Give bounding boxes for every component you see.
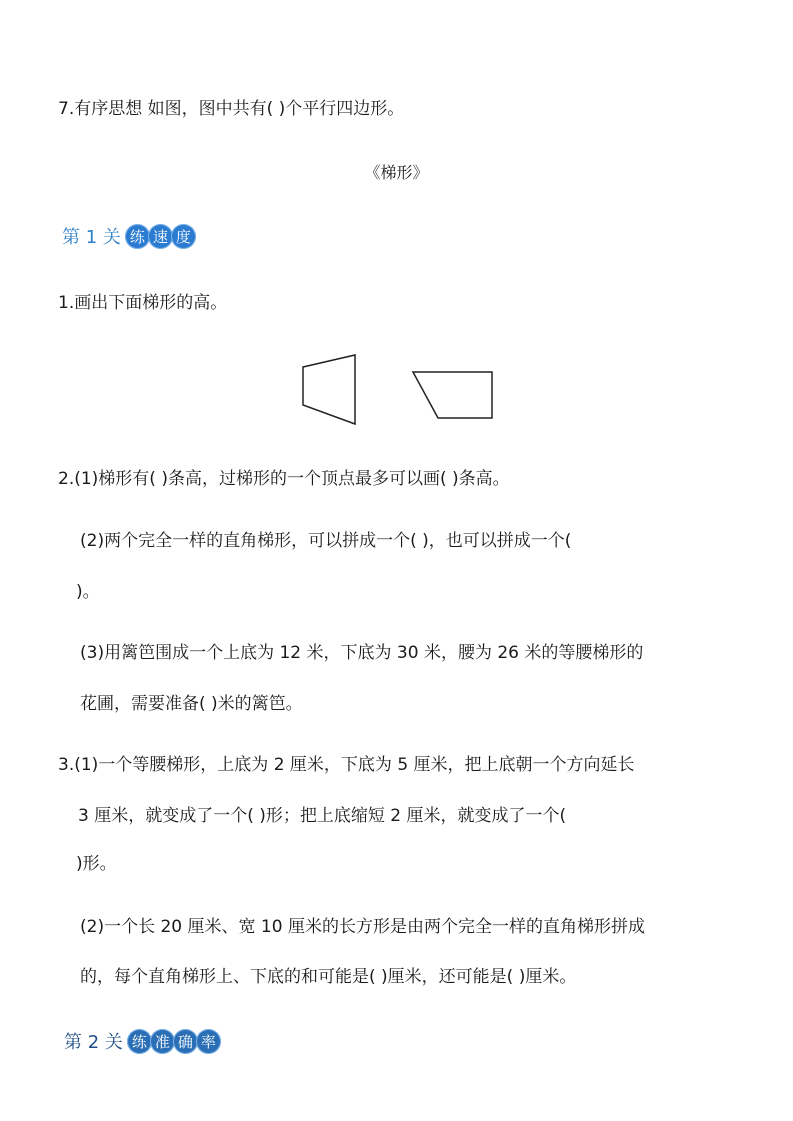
badge-char: 练 (125, 224, 150, 249)
level-1-label: 第 1 关 (62, 227, 121, 248)
level-2-badge (129, 1029, 221, 1054)
section-title: 《梯形》 (364, 163, 429, 182)
question-2-3-line2: 花圃，需要准备( )米的篱笆。 (80, 694, 303, 714)
trapezoid-shape-left (303, 355, 355, 424)
badge-char: 率 (196, 1029, 221, 1054)
question-7: 7.有序思想 如图，图中共有( )个平行四边形。 (58, 99, 405, 119)
question-2-2-line2: )。 (76, 582, 100, 602)
question-3-2-line2: 的，每个直角梯形上、下底的和可能是( )厘米，还可能是( )厘米。 (80, 967, 577, 987)
badge-char: 度 (171, 224, 196, 249)
question-2-3-line1: (3)用篱笆围成一个上底为 12 米，下底为 30 米，腰为 26 米的等腰梯形的 (80, 643, 644, 663)
level-2-label: 第 2 关 (64, 1032, 123, 1053)
level-2-header (64, 1028, 221, 1054)
level-1-header (62, 223, 196, 249)
level-1-badge (127, 224, 196, 249)
badge-char: 练 (127, 1029, 152, 1054)
question-2-1: 2.(1)梯形有( )条高，过梯形的一个顶点最多可以画( )条高。 (58, 469, 510, 489)
badge-char: 准 (150, 1029, 175, 1054)
trapezoid-figures (0, 350, 793, 430)
question-1: 1.画出下面梯形的高。 (58, 293, 228, 313)
question-3-1-line3: )形。 (76, 854, 117, 874)
badge-char: 速 (148, 224, 173, 249)
question-2-2-line1: (2)两个完全一样的直角梯形，可以拼成一个( )，也可以拼成一个( (80, 531, 572, 551)
question-3-1-line1: 3.(1)一个等腰梯形，上底为 2 厘米，下底为 5 厘米，把上底朝一个方向延长 (58, 755, 635, 775)
badge-char: 确 (173, 1029, 198, 1054)
question-3-2-line1: (2)一个长 20 厘米、宽 10 厘米的长方形是由两个完全一样的直角梯形拼成 (80, 917, 645, 937)
question-3-1-line2: 3 厘米，就变成了一个( )形；把上底缩短 2 厘米，就变成了一个( (78, 806, 567, 826)
trapezoid-shape-right (413, 372, 492, 418)
